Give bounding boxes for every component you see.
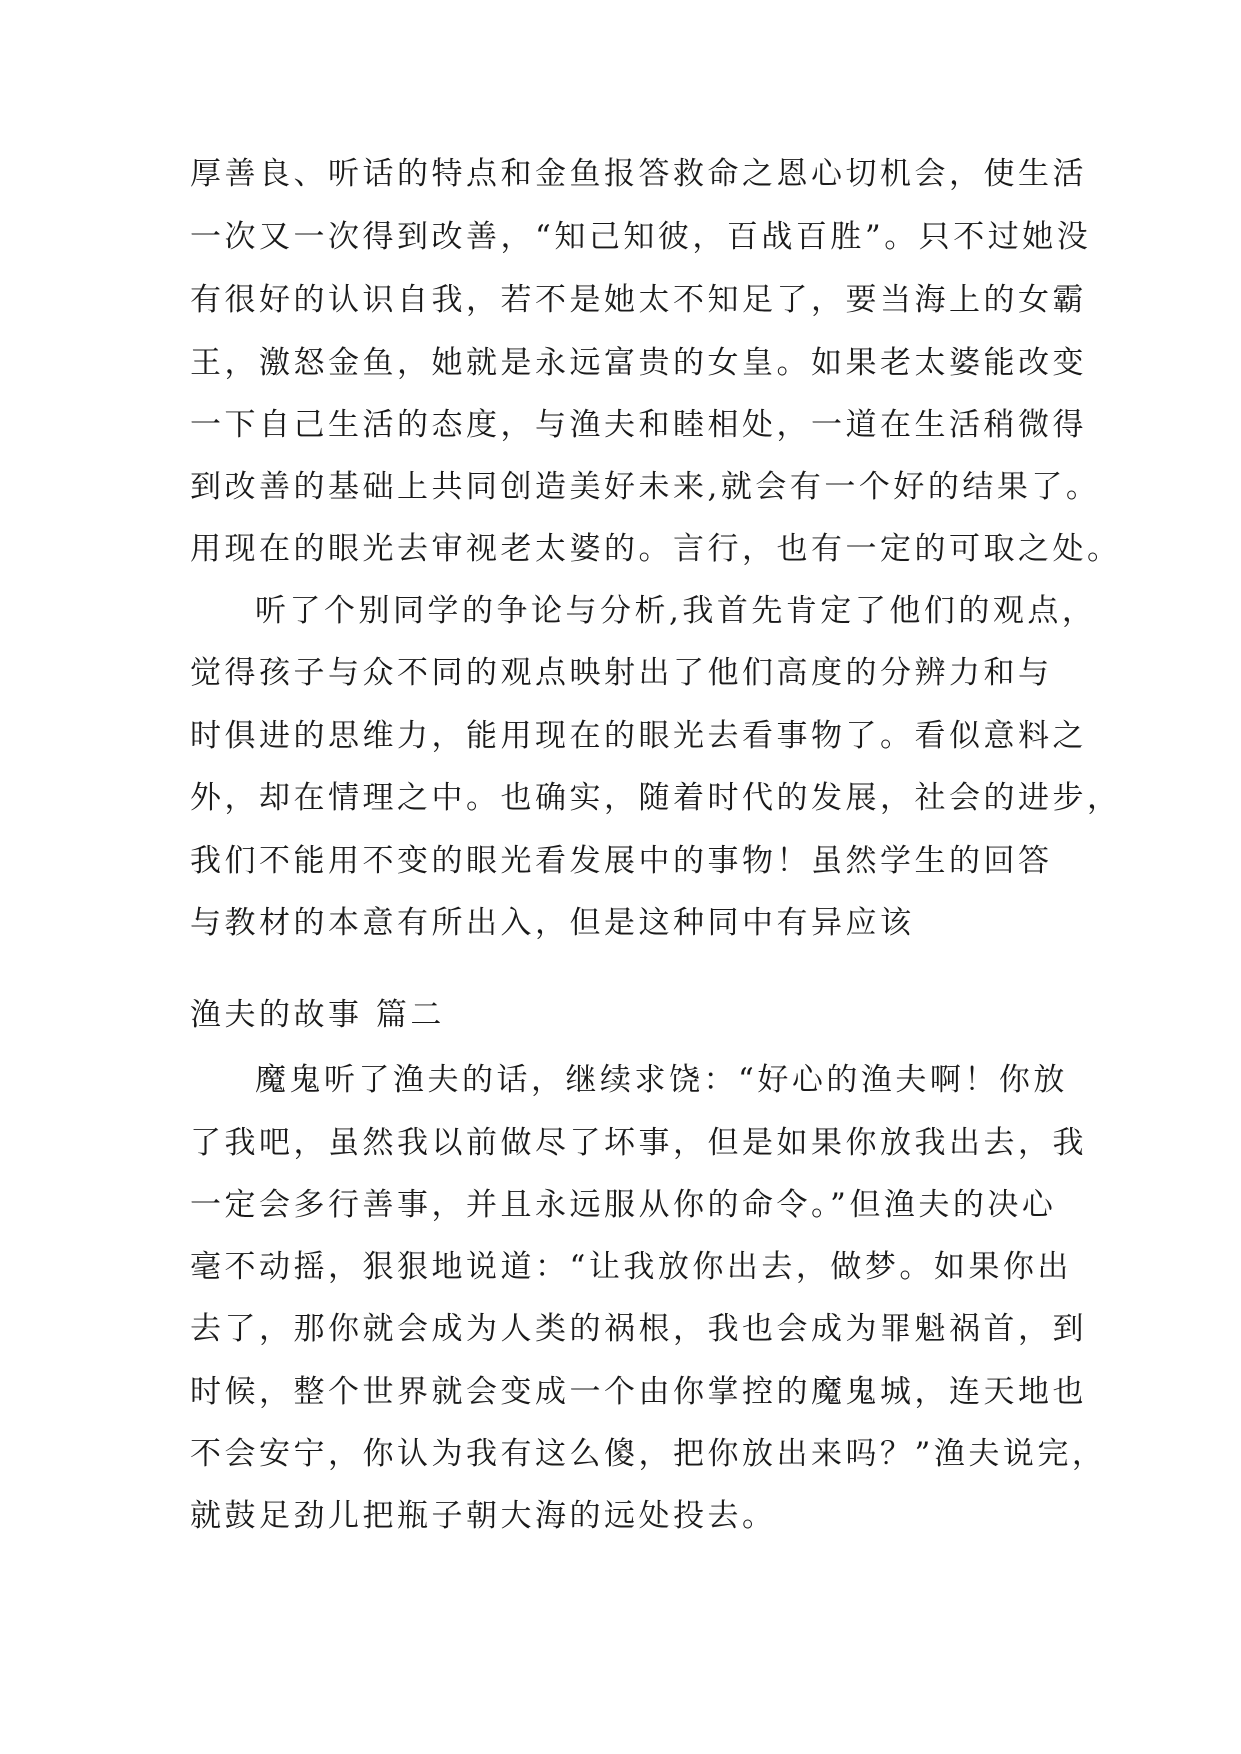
paragraph-line: 外，却在情理之中。也确实，随着时代的发展，社会的进步， [190, 780, 1122, 816]
paragraph-line: 时俱进的思维力，能用现在的眼光去看事物了。看似意料之 [190, 718, 1087, 754]
paragraph-line: 觉得孩子与众不同的观点映射出了他们高度的分辨力和与 [190, 655, 1053, 691]
paragraph-line: 一定会多行善事，并且永远服从你的命令。”但渔夫的决心 [190, 1187, 1057, 1223]
paragraph-line: 不会安宁，你认为我有这么傻，把你放出来吗？”渔夫说完， [190, 1436, 1107, 1472]
paragraph-line: 到改善的基础上共同创造美好未来,就会有一个好的结果了。 [190, 469, 1101, 505]
paragraph-line: 了我吧，虽然我以前做尽了坏事，但是如果你放我出去，我 [190, 1125, 1087, 1161]
paragraph-line: 时候，整个世界就会变成一个由你掌控的魔鬼城，连天地也 [190, 1374, 1087, 1410]
paragraph-line: 有很好的认识自我，若不是她太不知足了，要当海上的女霸 [190, 282, 1087, 318]
paragraph-line: 魔鬼听了渔夫的话，继续求饶：“好心的渔夫啊！你放 [255, 1062, 1068, 1098]
paragraph-line: 用现在的眼光去审视老太婆的。言行，也有一定的可取之处。 [190, 531, 1122, 567]
paragraph-line: 就鼓足劲儿把瓶子朝大海的远处投去。 [190, 1498, 777, 1534]
paragraph-line: 一下自己生活的态度，与渔夫和睦相处，一道在生活稍微得 [190, 407, 1087, 443]
paragraph-line: 一次又一次得到改善，“知己知彼，百战百胜”。只不过她没 [190, 219, 1092, 255]
paragraph-line: 与教材的本意有所出入，但是这种同中有异应该 [190, 905, 915, 941]
paragraph-line: 毫不动摇，狠狠地说道：“让我放你出去，做梦。如果你出 [190, 1249, 1072, 1285]
section-heading: 渔夫的故事 篇二 [190, 997, 445, 1033]
paragraph-line: 王，激怒金鱼，她就是永远富贵的女皇。如果老太婆能改变 [190, 345, 1087, 381]
paragraph-line: 我们不能用不变的眼光看发展中的事物！虽然学生的回答 [190, 843, 1053, 879]
paragraph-line: 听了个别同学的争论与分析,我首先肯定了他们的观点， [255, 593, 1097, 629]
paragraph-line: 厚善良、听话的特点和金鱼报答救命之恩心切机会，使生活 [190, 156, 1087, 192]
paragraph-line: 去了，那你就会成为人类的祸根，我也会成为罪魁祸首，到 [190, 1311, 1087, 1347]
